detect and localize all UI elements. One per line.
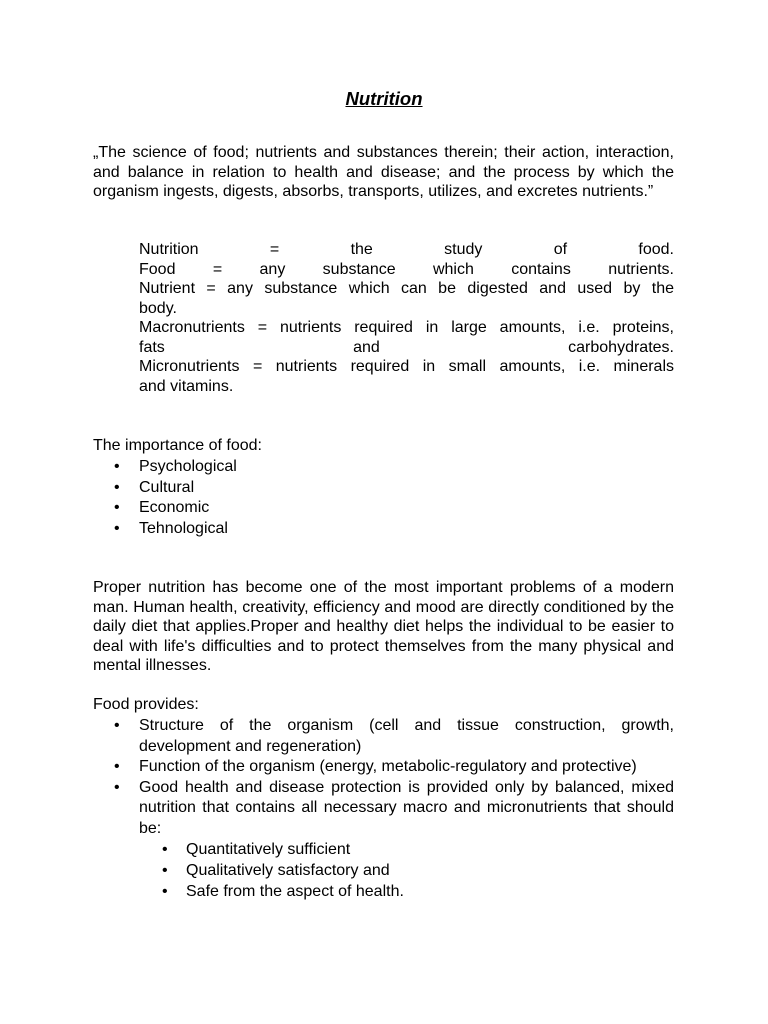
definition-line-nutrition: Nutrition = the study of food. bbox=[139, 241, 674, 258]
sub-list-item bbox=[139, 881, 674, 902]
definition-line-micronutrients: Micronutrients = nutrients required in small amounts, i.e. minerals bbox=[139, 358, 674, 375]
list-item-text: Psychological bbox=[139, 458, 237, 475]
body-paragraph: Proper nutrition has become one of the most important problems of a modern man. Human health, creativity, efficiency and mood are directly conditioned by the daily diet that applies.Proper and healthy diet helps the individual to be easier to deal with life's difficulties and to protect themselves from the many physical and mental illnesses. bbox=[93, 579, 674, 674]
sub-list-item-text: Safe from the aspect of health. bbox=[186, 883, 404, 900]
list-item bbox=[93, 716, 674, 757]
definition-line-nutrient: Nutrient = any substance which can be digested and used by the bbox=[139, 280, 674, 297]
bullet-icon: • bbox=[162, 841, 168, 858]
bullet-icon: • bbox=[114, 499, 120, 516]
bullet-icon: • bbox=[114, 778, 120, 796]
definition-quote: „The science of food; nutrients and substances therein; their action, interaction, and balance in relation to health and disease; and the process by which the organism ingests, digests, absorbs, transports, utilizes, and excretes nutrients.” bbox=[93, 144, 674, 200]
sub-list-item bbox=[139, 839, 674, 860]
page-title: Nutrition bbox=[345, 88, 423, 109]
definition-line-food: Food = any substance which contains nutrients. bbox=[139, 260, 674, 278]
list-item-text: Economic bbox=[139, 499, 210, 516]
definitions-block bbox=[139, 240, 674, 396]
list-item bbox=[93, 757, 674, 778]
list-item-text: Tehnological bbox=[139, 519, 228, 537]
definition-line-nutrient-cont: body. bbox=[139, 299, 177, 317]
bullet-icon: • bbox=[114, 758, 120, 775]
bullet-icon: • bbox=[114, 458, 120, 475]
list-item bbox=[93, 457, 674, 478]
bullet-icon: • bbox=[114, 519, 120, 537]
list-item bbox=[93, 498, 674, 519]
list-item-text: Good health and disease protection is provided only by balanced, mixed nutrition that contains all necessary macro and micronutrients that should be: bbox=[139, 778, 674, 837]
provides-heading: Food provides: bbox=[93, 696, 199, 713]
bullet-icon: • bbox=[114, 478, 120, 496]
bullet-icon: • bbox=[162, 883, 168, 900]
definition-line-micronutrients-cont: and vitamins. bbox=[139, 377, 234, 395]
bullet-icon: • bbox=[162, 862, 168, 879]
list-item bbox=[93, 519, 674, 540]
importance-list bbox=[93, 457, 674, 539]
sub-list-item bbox=[139, 860, 674, 881]
sub-list-item-text: Qualitatively satisfactory and bbox=[186, 862, 390, 879]
list-item bbox=[93, 778, 674, 903]
list-item-text: Structure of the organism (cell and tissue construction, growth, development and regeneration) bbox=[139, 717, 674, 755]
list-item bbox=[93, 478, 674, 499]
sub-list-item-text: Quantitatively sufficient bbox=[186, 841, 351, 858]
provides-sublist bbox=[139, 839, 674, 902]
list-item-text: Function of the organism (energy, metabolic-regulatory and protective) bbox=[139, 758, 637, 775]
list-item-text: Cultural bbox=[139, 478, 195, 496]
provides-list bbox=[93, 716, 674, 902]
definition-line-macronutrients-cont: fats and carbohydrates. bbox=[139, 338, 674, 356]
importance-heading: The importance of food: bbox=[93, 437, 262, 454]
bullet-icon: • bbox=[114, 717, 120, 734]
definition-line-macronutrients: Macronutrients = nutrients required in large amounts, i.e. proteins, bbox=[139, 319, 674, 336]
